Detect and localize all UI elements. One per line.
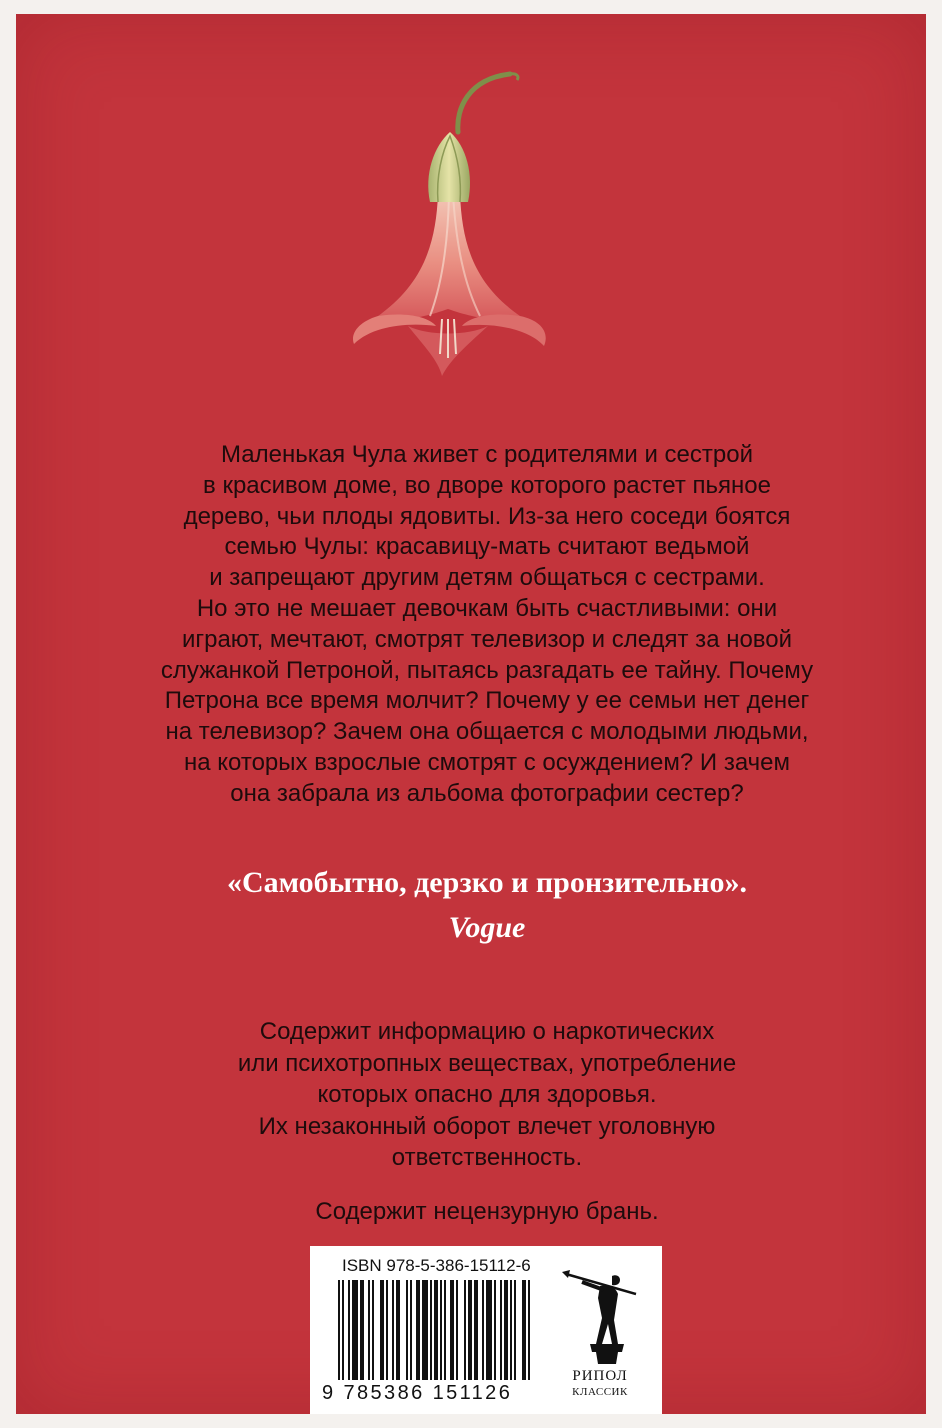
barcode-bar <box>406 1280 408 1380</box>
angel-trumpet-flower-illustration <box>338 54 558 384</box>
barcode-bar <box>434 1280 438 1380</box>
barcode-bar <box>338 1280 340 1380</box>
barcode-bar <box>430 1280 432 1380</box>
barcode-bar <box>482 1280 484 1380</box>
archer-icon <box>552 1260 648 1366</box>
description-line: на телевизор? Зачем она общается с молодыми людьми, <box>165 718 809 746</box>
publisher-series: КЛАССИК <box>572 1386 628 1398</box>
barcode-bar <box>494 1280 496 1380</box>
description-line: Петрона все время молчит? Почему у ее семьи нет денег <box>164 687 810 715</box>
warning-line: которых опасно для здоровья. <box>317 1081 657 1108</box>
review-source: Vogue <box>448 911 526 944</box>
barcode-bar <box>510 1280 512 1380</box>
description-line: дерево, чьи плоды ядовиты. Из-за него соседи боятся <box>183 502 791 530</box>
barcode-bar <box>456 1280 458 1380</box>
barcode-number: 9 785386 151126 <box>322 1382 513 1404</box>
isbn-label: ISBN 978-5-386-15112-6 <box>342 1256 531 1275</box>
barcode-bar <box>396 1280 400 1380</box>
barcode-panel <box>310 1246 662 1414</box>
barcode-bar <box>380 1280 384 1380</box>
publisher-name: РИПОЛ <box>572 1368 628 1384</box>
barcode-bar <box>522 1280 526 1380</box>
description-line: и запрещают другим детям общаться с сестрами. <box>209 564 765 592</box>
warning-line: или психотропных веществах, употребление <box>237 1049 737 1077</box>
barcode-bar <box>464 1280 466 1380</box>
barcode-image <box>338 1280 534 1380</box>
description-line: служанкой Петроной, пытаясь разгадать ее тайну. Почему <box>160 656 814 684</box>
barcode-bar <box>386 1280 388 1380</box>
barcode-bar <box>410 1280 412 1380</box>
description-line: играют, мечтают, смотрят телевизор и следят за новой <box>181 625 793 653</box>
publisher-logo <box>552 1260 648 1410</box>
description-line: семью Чулы: красавицу-мать считают ведьмой <box>224 533 750 561</box>
barcode-bar <box>486 1280 492 1380</box>
back-cover <box>16 14 926 1414</box>
profanity-warning: Содержит нецензурную брань. <box>315 1198 659 1225</box>
barcode-bar <box>348 1280 350 1380</box>
description-line: на которых взрослые смотрят с осуждением? И зачем <box>184 748 790 776</box>
barcode-bar <box>444 1280 446 1380</box>
book-description <box>116 440 858 810</box>
barcode-bar <box>368 1280 370 1380</box>
warning-line: Содержит информацию о наркотических <box>259 1018 715 1045</box>
barcode-bar <box>416 1280 420 1380</box>
description-line: Но это не мешает девочкам быть счастливыми: они <box>196 594 778 622</box>
barcode-bar <box>504 1280 508 1380</box>
barcode-bar <box>372 1280 374 1380</box>
warning-line: ответственность. <box>391 1144 583 1171</box>
barcode-bar <box>352 1280 358 1380</box>
barcode-bar <box>342 1280 344 1380</box>
barcode-bar <box>422 1280 428 1380</box>
barcode-bar <box>450 1280 454 1380</box>
description-line: она забрала из альбома фотографии сестер? <box>230 779 744 807</box>
barcode-bar <box>468 1280 472 1380</box>
barcode-bar <box>500 1280 502 1380</box>
barcode-bar <box>474 1280 478 1380</box>
barcode-bar <box>392 1280 394 1380</box>
barcode-bar <box>528 1280 530 1380</box>
description-line: в красивом доме, во дворе которого растет пьяное <box>203 471 771 499</box>
review-quote: «Самобытно, дерзко и пронзительно». <box>226 866 748 899</box>
barcode-bar <box>360 1280 364 1380</box>
description-line: Маленькая Чула живет с родителями и сестрой <box>220 441 753 468</box>
warning-line: Их незаконный оборот влечет уголовную <box>258 1112 716 1140</box>
barcode-bar <box>440 1280 442 1380</box>
barcode-bar <box>514 1280 516 1380</box>
drug-warning <box>136 1016 838 1174</box>
